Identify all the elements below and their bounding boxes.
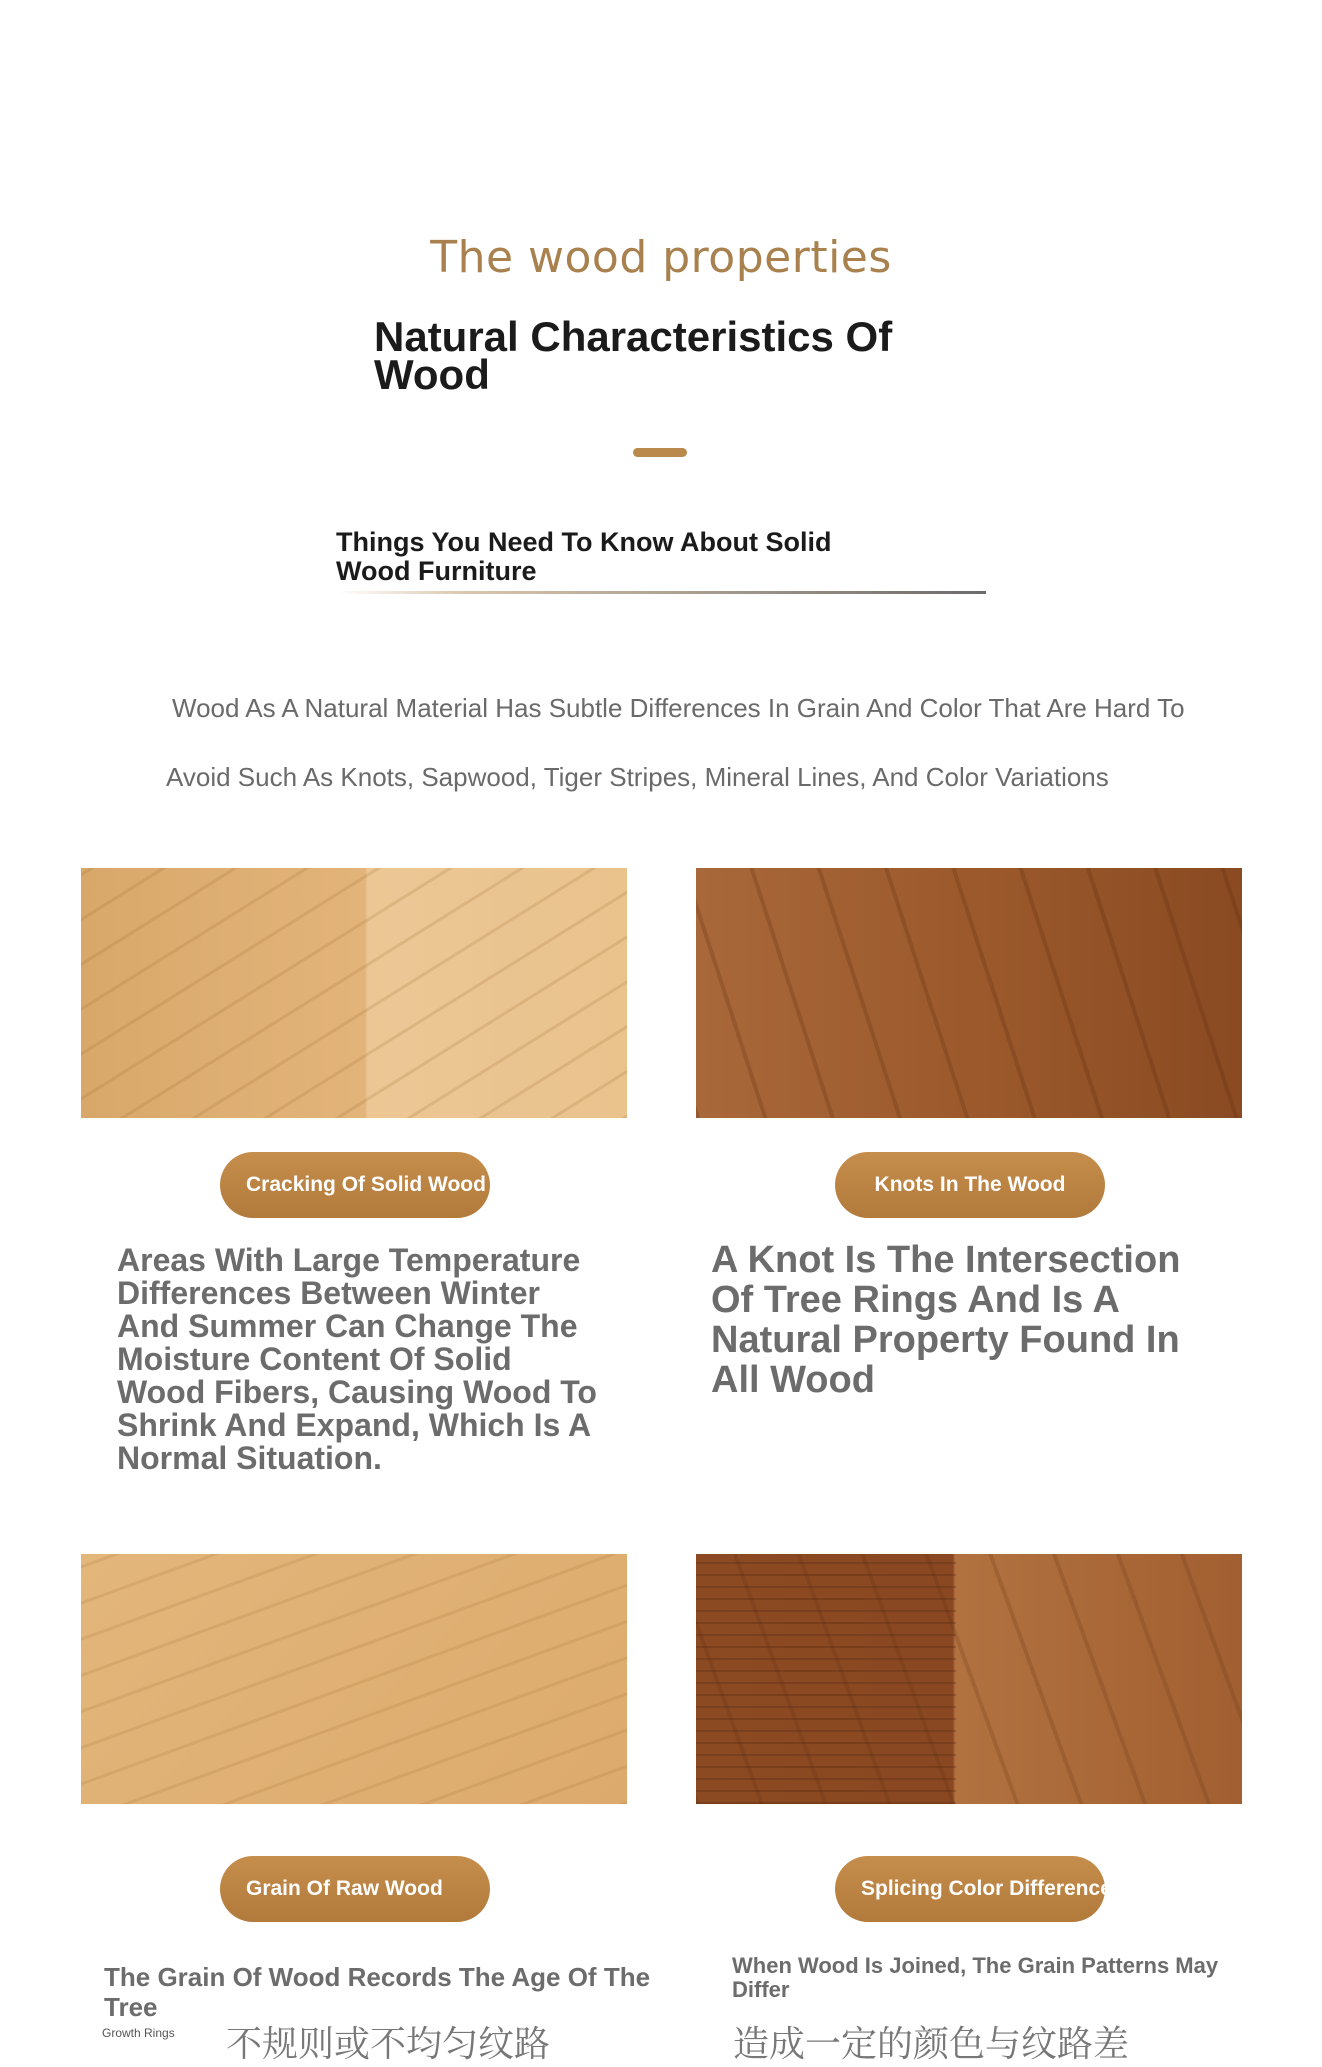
page-title: Natural Characteristics Of Wood <box>374 313 893 398</box>
wood-image-cracking <box>81 868 627 1118</box>
wood-image-grain <box>81 1554 627 1804</box>
intro-line-2: Avoid Such As Knots, Sapwood, Tiger Stripes, Mineral Lines, And Color Variations <box>166 762 1109 792</box>
label-pill-splicing-text: Splicing Color Differences <box>861 1877 1124 1900</box>
splicing-cjk-caption: 造成一定的颜色与纹路差 <box>733 2024 1130 2065</box>
label-pill-knots: Knots In The Wood <box>835 1152 1105 1218</box>
label-pill-cracking: Cracking Of Solid Wood <box>220 1152 490 1218</box>
wood-image-knots <box>696 868 1242 1118</box>
label-pill-splicing <box>835 1856 1124 1922</box>
grain-cjk-caption: 不规则或不均匀纹路 <box>226 2024 551 2065</box>
growth-rings-label: Growth Rings <box>102 2026 175 2040</box>
card-description-knots: A Knot Is The Intersection Of Tree Rings And Is A Natural Property Found In All Wood <box>711 1239 1181 1401</box>
card-description-grain: The Grain Of Wood Records The Age Of The Tree <box>104 1962 651 2022</box>
section-subtitle: Things You Need To Know About Solid Wood Furniture <box>336 527 832 586</box>
intro-line-1: Wood As A Natural Material Has Subtle Differences In Grain And Color That Are Hard To <box>172 693 1185 723</box>
script-title: The wood properties <box>430 232 892 283</box>
accent-divider <box>633 448 687 457</box>
label-pill-grain: Grain Of Raw Wood <box>220 1856 490 1922</box>
intro-paragraph <box>166 674 1246 812</box>
card-description-splicing: When Wood Is Joined, The Grain Patterns May Differ <box>732 1953 1219 2002</box>
subtitle-underline <box>336 591 986 594</box>
wood-image-splicing <box>696 1554 1242 1804</box>
card-description-cracking: Areas With Large Temperature Differences Between Winter And Summer Can Change The Moisture Content Of Solid Wood Fibers, Causing Wood To Shrink And Expand, Which Is A Normal Situation. <box>117 1242 597 1476</box>
